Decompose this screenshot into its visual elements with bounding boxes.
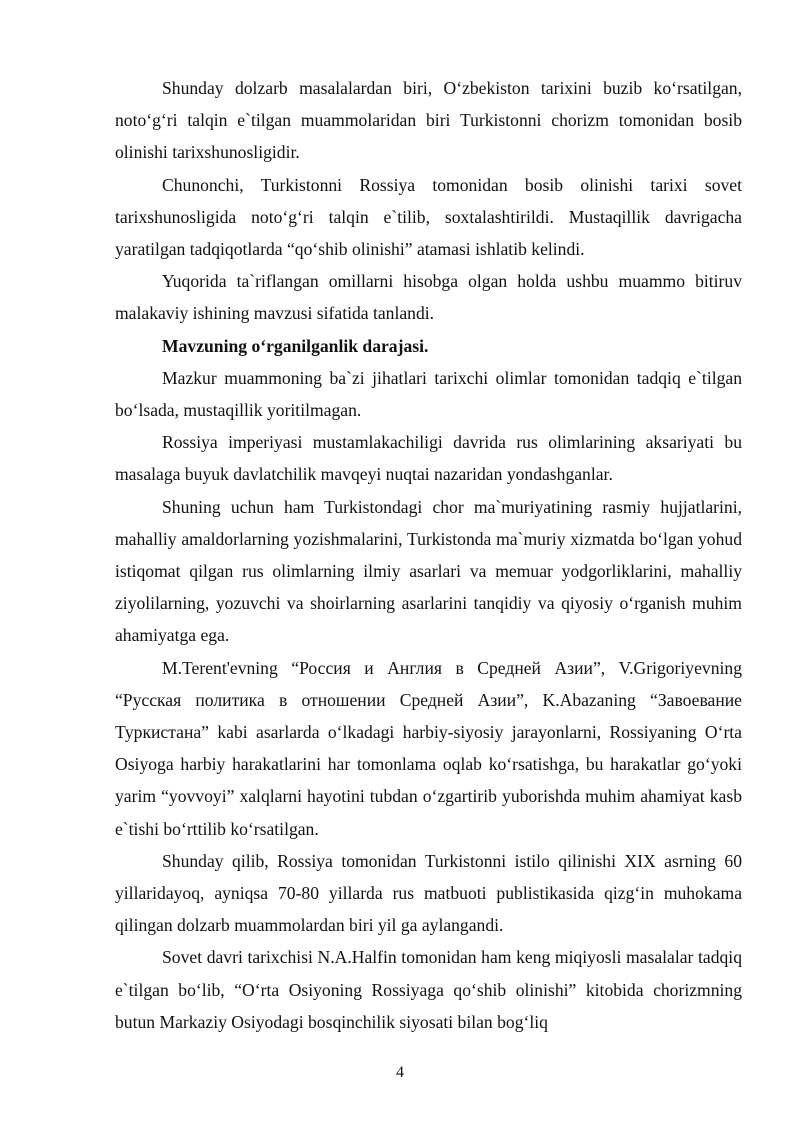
paragraph: Yuqorida ta`riflangan omillarni hisobga olgan holda ushbu muammo bitiruv malakaviy ishining mavzusi sifatida tanlandi. [115, 271, 742, 324]
document-body [115, 72, 742, 1038]
paragraph: M.Terent'evning “Россия и Англия в Средней Азии”, V.Grigoriyevning “Русская политика в отношении Средней Азии”, K.Abazaning “Завоевание Туркистана” kabi asarlarda o‘lkadagi harbiy-siyosiy jarayonlarni, Rossiyaning O‘rta Osiyoga harbiy harakatlarini har tomonlama oqlab ko‘rsatishga, bu harakatlar go‘yoki yarim “yovvoyi” xalqlarni hayotini tubdan o‘zgartirib yuborishda muhim ahamiyat kasb e`tishi bo‘rttilib ko‘rsatilgan. [115, 657, 742, 839]
paragraph: Chunonchi, Turkistonni Rossiya tomonidan bosib olinishi tarixi sovet tarixshunosligida noto‘g‘ri talqin e`tilib, soxtalashtirildi. Mustaqillik davrigacha yaratilgan tadqiqotlarda “qo‘shib olinishi” atamasi ishlatib kelindi. [115, 174, 742, 260]
paragraph: Shunday dolzarb masalalardan biri, O‘zbekiston tarixini buzib ko‘rsatilgan, noto‘g‘ri talqin e`tilgan muammolaridan biri Turkistonni chorizm tomonidan bosib olinishi tarixshunosligidir. [115, 78, 742, 163]
paragraph: Rossiya imperiyasi mustamlakachiligi davrida rus olimlarining aksariyati bu masalaga buyuk davlatchilik mavqeyi nuqtai nazaridan yondashganlar. [115, 432, 742, 485]
paragraph: Sovet davri tarixchisi N.A.Halfin tomonidan ham keng miqiyosli masalalar tadqiq e`tilgan bo‘lib, “O‘rta Osiyoning Rossiyaga qo‘shib olinishi” kitobida chorizmning butun Markaziy Osiyodagi bosqinchilik siyosati bilan bog‘liq [115, 947, 742, 1032]
page-number: 4 [396, 1064, 404, 1081]
paragraph: Shuning uchun ham Turkistondagi chor ma`muriyatining rasmiy hujjatlarini, mahalliy amaldorlarning yozishmalarini, Turkistonda ma`muriy xizmatda bo‘lgan yohud istiqomat qilgan rus olimlarning ilmiy asarlari va memuar yodgorliklarini, mahalliy ziyolilarning, yozuvchi va shoirlarning asarlarini tanqidiy va qiyosiy o‘rganish muhim ahamiyatga ega. [115, 496, 742, 646]
section-heading: Mavzuning o‘rganilganlik darajasi. [162, 335, 429, 356]
paragraph: Mazkur muammoning ba`zi jihatlari tarixchi olimlar tomonidan tadqiq e`tilgan bo‘lsada, mustaqillik yoritilmagan. [115, 367, 742, 421]
paragraph: Shunday qilib, Rossiya tomonidan Turkistonni istilo qilinishi XIX asrning 60 yillaridayoq, ayniqsa 70-80 yillarda rus matbuoti publistikasida qizg‘in muhokama qilingan dolzarb muammolardan biri yil ga aylangandi. [115, 850, 742, 936]
